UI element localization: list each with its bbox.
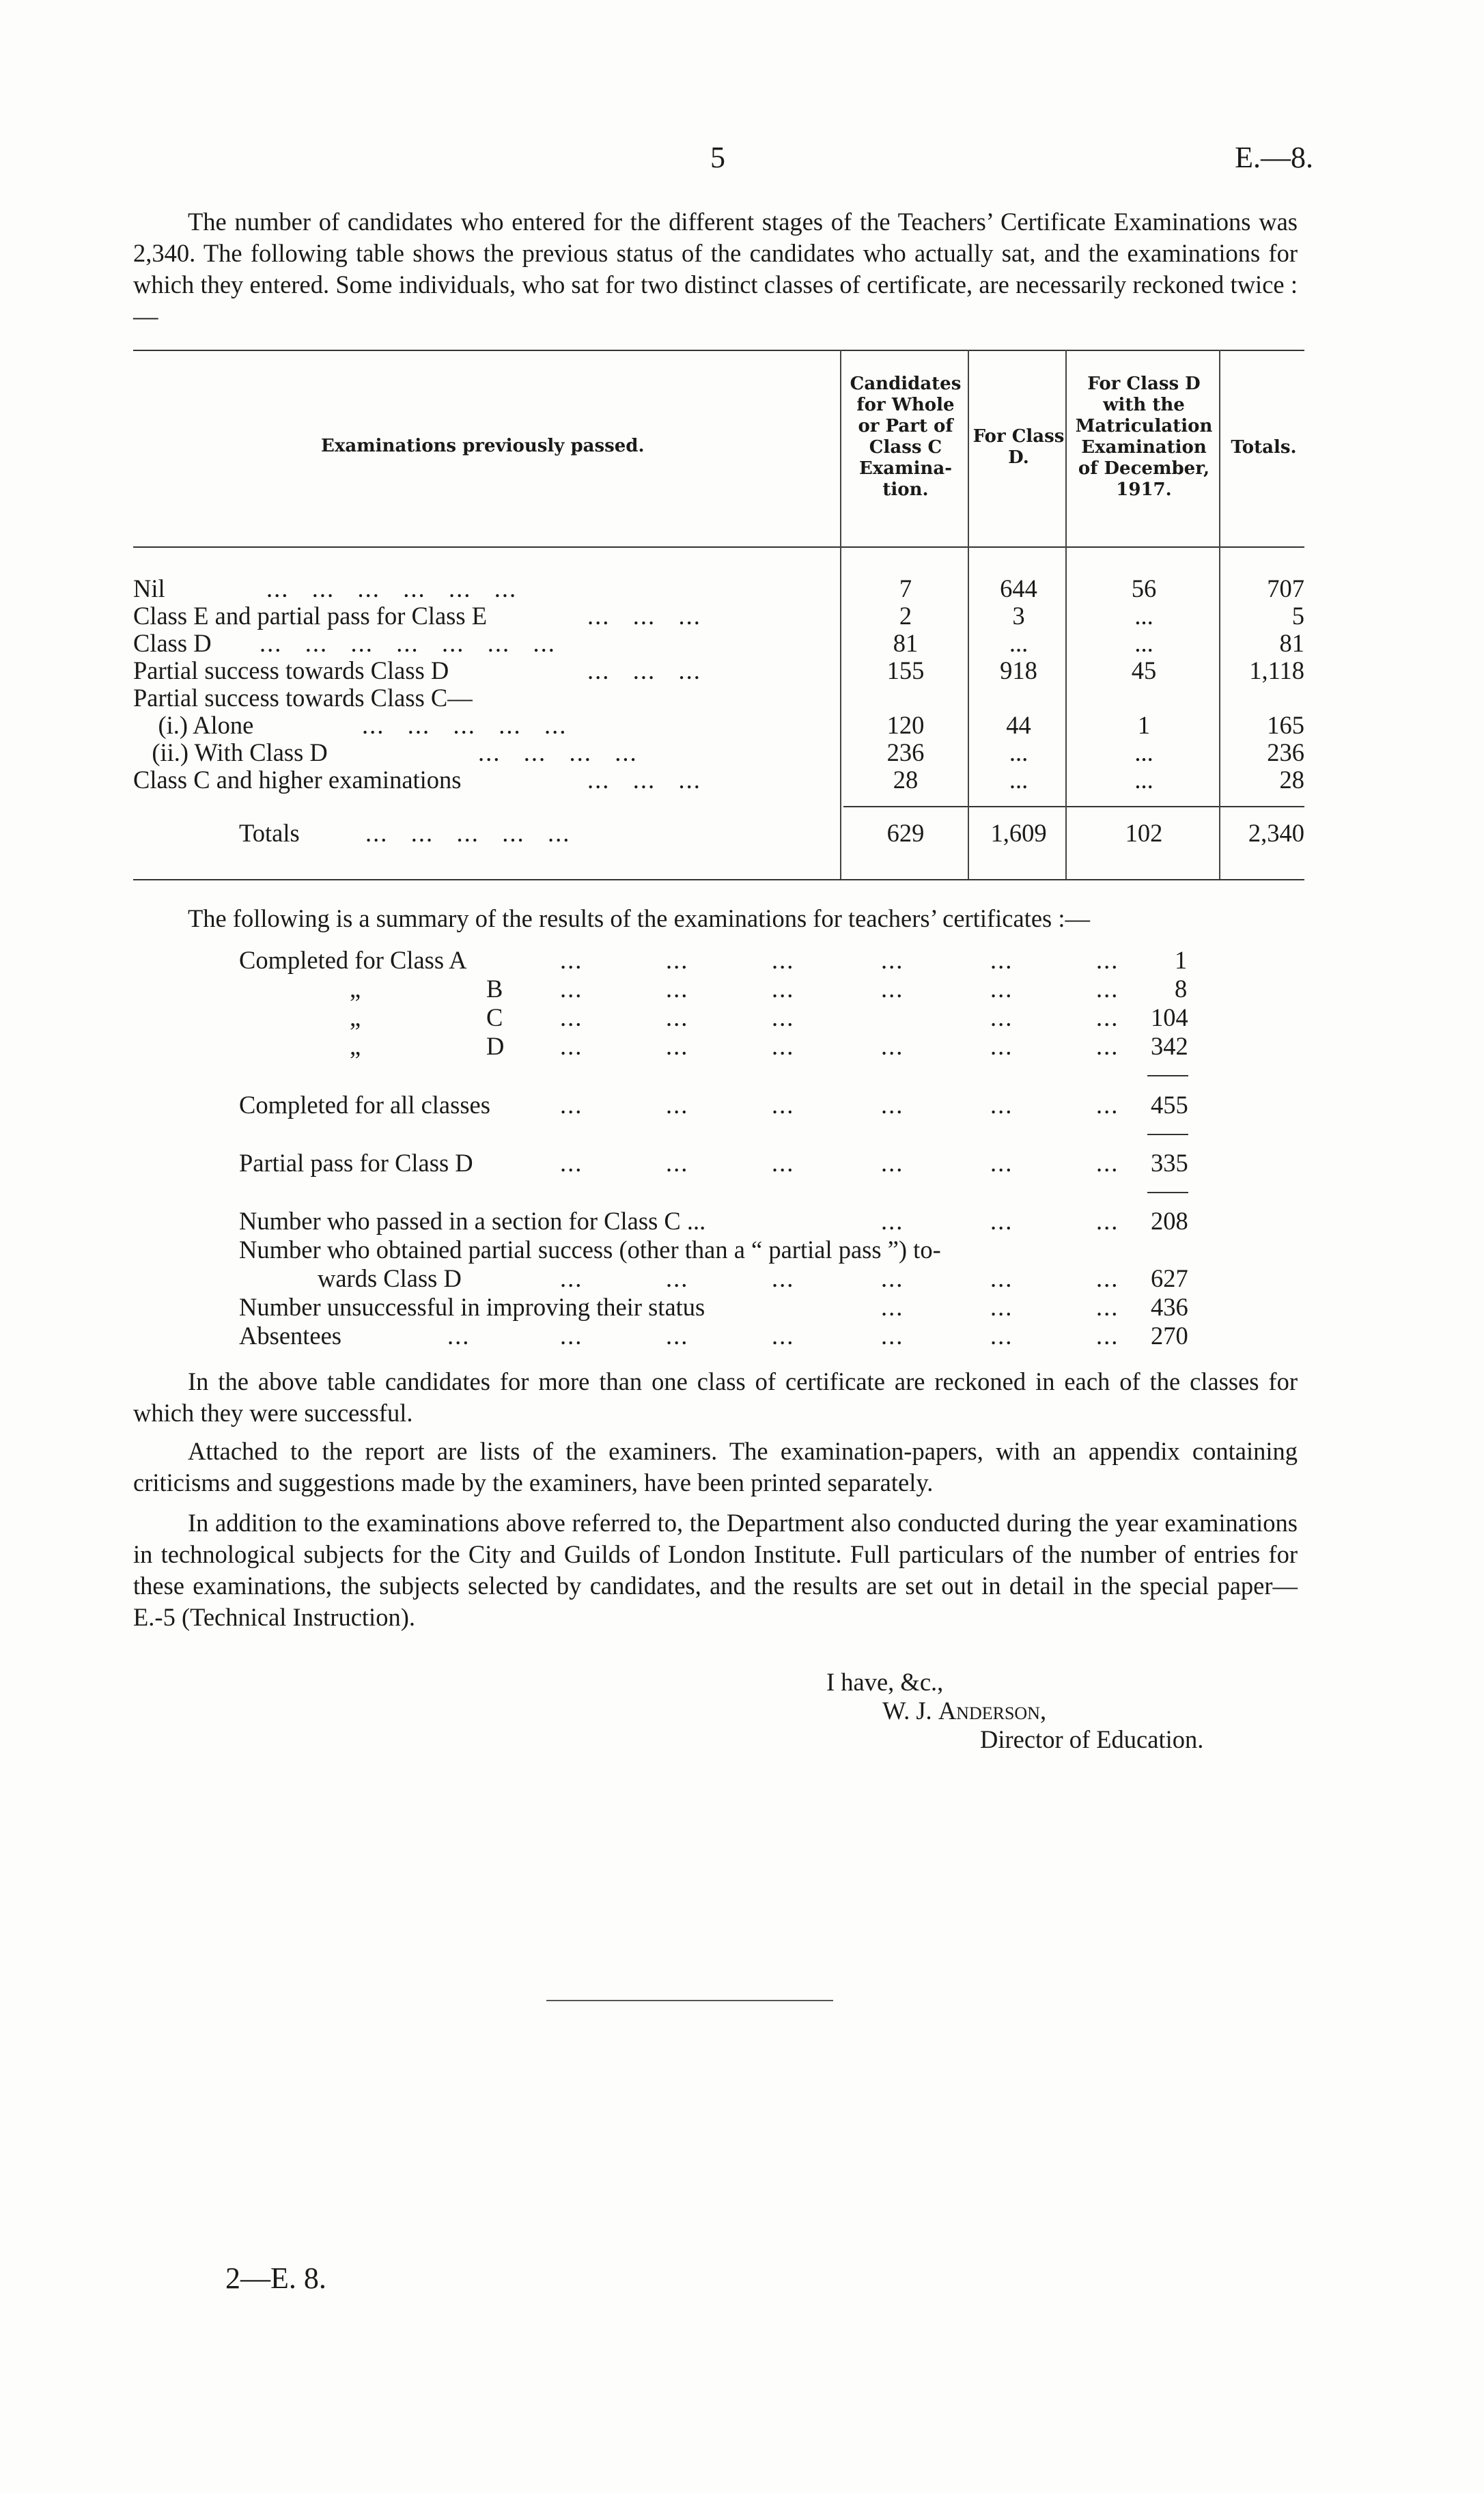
leader-dots: ... xyxy=(990,1003,1013,1031)
summary-intro: The following is a summary of the results of the examinations for teachers’ certificates :— xyxy=(188,904,1091,932)
leader-dots: ... xyxy=(666,1322,689,1350)
sum-rule xyxy=(1147,1075,1188,1076)
cell-class-d: 918 xyxy=(1000,656,1037,684)
leader-dots: ... xyxy=(666,1003,689,1031)
leader-dots: ... xyxy=(881,1322,904,1350)
item-label: Number who obtained partial success (other than a “ partial pass ”) to- xyxy=(239,1236,941,1264)
paragraph-attached: Attached to the report are lists of the examiners. The examination-papers, with an appendix containing criticisms and suggestions made by the examiners, have been printed separately. xyxy=(133,1437,1298,1496)
cell-class-c: 81 xyxy=(893,629,919,657)
leader-dots: ... xyxy=(772,946,795,974)
row-label: Nil xyxy=(133,574,165,602)
leader-dots: ... xyxy=(772,1091,795,1119)
cell-class-d: 644 xyxy=(1000,574,1037,602)
cell-class-d-matric: 1 xyxy=(1137,711,1151,739)
item-label: Number unsuccessful in improving their status xyxy=(239,1293,705,1321)
table-row xyxy=(133,684,1304,712)
leader-dots: ... xyxy=(1096,975,1119,1003)
leader-dots: ... xyxy=(881,1207,904,1235)
leader-dots: ... xyxy=(560,1091,583,1119)
leader-dots: ... ... ... ... ... ... xyxy=(266,574,518,602)
leader-dots: ... xyxy=(772,975,795,1003)
leader-dots: ... xyxy=(990,1207,1013,1235)
cell-total: 2,340 xyxy=(1248,819,1304,847)
paragraph-addition: In addition to the examinations above referred to, the Department also conducted during the year examinations in technological subjects for the City and Guilds of London Institute. Full particulars of the number of entries for these examinations, the subjects selected by candidates, and the results are set out in detail in the special paper—E.-5 (Technical Instruction). xyxy=(133,1509,1298,1631)
row-label: Class E and partial pass for Class E xyxy=(133,602,488,630)
cell-class-d-matric: 45 xyxy=(1131,656,1157,684)
leader-dots: ... xyxy=(560,1032,583,1060)
table-row xyxy=(133,766,1304,794)
cell-total: 81 xyxy=(1279,629,1304,657)
leader-dots: ... xyxy=(666,946,689,974)
leader-dots: ... xyxy=(560,946,583,974)
leader-dots: ... xyxy=(1096,1003,1119,1031)
row-label: (i.) Alone xyxy=(133,711,254,739)
cell-class-d: ... xyxy=(1009,629,1028,657)
leader-dots: ... ... ... xyxy=(587,766,701,794)
table-row xyxy=(133,712,1304,739)
leader-dots: ... xyxy=(560,1003,583,1031)
leader-dots: ... xyxy=(881,975,904,1003)
cell-class-d-matric: 56 xyxy=(1131,574,1157,602)
leader-dots: ... xyxy=(772,1003,795,1031)
signature-name xyxy=(882,1697,1046,1725)
item-label: Completed for Class A xyxy=(239,946,467,974)
leader-dots: ... xyxy=(1096,1293,1119,1321)
cell-class-d-matric: ... xyxy=(1134,766,1153,794)
leader-dots: ... ... ... xyxy=(587,656,701,684)
leader-dots: ... xyxy=(1096,1091,1119,1119)
table-row xyxy=(133,630,1304,657)
totals-label: Totals xyxy=(239,819,300,847)
item-value: 627 xyxy=(1151,1264,1188,1292)
leader-dots: ... xyxy=(990,975,1013,1003)
table-row xyxy=(133,575,1304,602)
page-number: 5 xyxy=(710,141,725,174)
item-value: 104 xyxy=(1151,1003,1188,1031)
leader-dots: ... ... ... ... ... xyxy=(365,819,571,847)
cell-class-d-matric: ... xyxy=(1134,629,1153,657)
leader-dots: ... xyxy=(990,946,1013,974)
leader-dots: ... ... ... xyxy=(587,602,701,630)
leader-dots: ... xyxy=(772,1149,795,1177)
item-label: wards Class D xyxy=(318,1264,462,1292)
cell-total: 165 xyxy=(1267,711,1304,739)
item-value: 455 xyxy=(1151,1091,1188,1119)
signature-title: Director of Education. xyxy=(980,1725,1204,1753)
ditto-mark: „ xyxy=(350,1003,361,1031)
leader-dots: ... xyxy=(1096,1207,1119,1235)
row-label: Class C and higher examinations xyxy=(133,766,462,794)
leader-dots: ... xyxy=(666,1264,689,1292)
leader-dots: ... xyxy=(666,975,689,1003)
item-value: 1 xyxy=(1175,946,1188,974)
cell-total: 1,118 xyxy=(1249,656,1304,684)
item-label: C xyxy=(486,1003,503,1031)
cell-class-c: 155 xyxy=(886,656,925,684)
leader-dots: ... xyxy=(560,975,583,1003)
signature-initials: W. J. xyxy=(882,1697,932,1725)
leader-dots: ... xyxy=(881,1293,904,1321)
signature-surname: Anderson, xyxy=(938,1697,1047,1725)
leader-dots: ... xyxy=(990,1091,1013,1119)
row-label: Partial success towards Class C— xyxy=(133,684,473,712)
leader-dots: ... xyxy=(560,1149,583,1177)
leader-dots: ... ... ... ... xyxy=(478,738,638,766)
leader-dots: ... xyxy=(881,1091,904,1119)
cell-class-c: 629 xyxy=(886,819,925,847)
cell-class-d-matric: 102 xyxy=(1125,819,1163,847)
leader-dots: ... xyxy=(772,1032,795,1060)
leader-dots: ... xyxy=(990,1032,1013,1060)
item-label: B xyxy=(486,975,503,1003)
leader-dots: ... xyxy=(881,1264,904,1292)
leader-dots: ... xyxy=(990,1293,1013,1321)
item-value: 335 xyxy=(1151,1149,1188,1177)
leader-dots: ... xyxy=(1096,1264,1119,1292)
table-totals-row xyxy=(133,820,1304,847)
item-label: Absentees xyxy=(239,1322,342,1350)
cell-class-c: 2 xyxy=(899,602,912,630)
leader-dots: ... xyxy=(881,1032,904,1060)
cell-class-d: ... xyxy=(1009,766,1028,794)
table-row xyxy=(133,739,1304,766)
leader-dots: ... xyxy=(772,1322,795,1350)
item-value: 8 xyxy=(1175,975,1188,1003)
cell-class-c: 120 xyxy=(886,711,925,739)
paragraph-reckoned: In the above table candidates for more than one class of certificate are reckoned in each of the classes for which they were successful. xyxy=(133,1367,1298,1427)
item-label: Completed for all classes xyxy=(239,1091,490,1119)
ditto-mark: „ xyxy=(350,1032,361,1060)
header-exams-passed: Examinations previously passed. xyxy=(321,436,645,456)
leader-dots: ... xyxy=(881,1149,904,1177)
leader-dots: ... xyxy=(990,1264,1013,1292)
document-reference: E.—8. xyxy=(1235,141,1313,174)
intro-paragraph: The number of candidates who entered for the different stages of the Teachers’ Certificate Examinations was 2,340. The following table shows the previous status of the candidates who actually sat, and the examinations for which they entered. Some individuals, who sat for two distinct classes of certificate, are necessarily reckoned twice :— xyxy=(133,208,1298,330)
leader-dots: ... xyxy=(1096,1322,1119,1350)
leader-dots: ... xyxy=(990,1149,1013,1177)
leader-dots: ... xyxy=(447,1322,471,1350)
row-label: Class D xyxy=(133,629,212,657)
row-label: (ii.) With Class D xyxy=(133,738,328,766)
header-class-c: Candidates for Whole or Part of Class C Examina-tion. xyxy=(850,374,962,500)
table-row xyxy=(133,657,1304,684)
cell-total: 5 xyxy=(1291,602,1304,630)
cell-total: 236 xyxy=(1267,738,1304,766)
leader-dots: ... ... ... ... ... ... ... xyxy=(260,629,556,657)
leader-dots: ... xyxy=(772,1264,795,1292)
cell-total: 28 xyxy=(1279,766,1304,794)
cell-class-d: 3 xyxy=(1012,602,1025,630)
item-value: 270 xyxy=(1151,1322,1188,1350)
item-value: 436 xyxy=(1151,1293,1188,1321)
item-label: Number who passed in a section for Class C ... xyxy=(239,1207,706,1235)
leader-dots: ... xyxy=(990,1322,1013,1350)
cell-class-d: 44 xyxy=(1006,711,1031,739)
cell-class-d-matric: ... xyxy=(1134,738,1153,766)
signature-salutation: I have, &c., xyxy=(826,1668,944,1696)
status-table xyxy=(133,350,1304,882)
cell-class-d: ... xyxy=(1009,738,1028,766)
leader-dots: ... xyxy=(666,1032,689,1060)
leader-dots: ... xyxy=(1096,946,1119,974)
cell-class-d-matric: ... xyxy=(1134,602,1153,630)
leader-dots: ... xyxy=(666,1091,689,1119)
header-totals: Totals. xyxy=(1231,437,1297,458)
footer-signature-mark: 2—E. 8. xyxy=(225,2261,326,2295)
divider xyxy=(546,2000,833,2001)
leader-dots: ... xyxy=(1096,1032,1119,1060)
item-value: 342 xyxy=(1151,1032,1188,1060)
leader-dots: ... ... ... ... ... xyxy=(362,711,568,739)
table-row xyxy=(133,602,1304,630)
leader-dots: ... xyxy=(666,1149,689,1177)
cell-class-d: 1,609 xyxy=(990,819,1047,847)
cell-class-c: 7 xyxy=(899,574,912,602)
leader-dots: ... xyxy=(881,946,904,974)
header-class-d-matric: For Class D with the Matriculation Examination of December, 1917. xyxy=(1075,374,1213,500)
sum-rule xyxy=(1147,1134,1188,1135)
leader-dots: ... xyxy=(560,1264,583,1292)
leader-dots: ... xyxy=(1096,1149,1119,1177)
sum-rule xyxy=(1147,1192,1188,1193)
ditto-mark: „ xyxy=(350,975,361,1003)
cell-class-c: 28 xyxy=(893,766,919,794)
leader-dots: ... xyxy=(560,1322,583,1350)
header-class-d: For Class D. xyxy=(972,426,1065,468)
item-label: D xyxy=(486,1032,505,1060)
row-label: Partial success towards Class D xyxy=(133,656,449,684)
item-label: Partial pass for Class D xyxy=(239,1149,473,1177)
cell-total: 707 xyxy=(1267,574,1304,602)
cell-class-c: 236 xyxy=(886,738,925,766)
item-value: 208 xyxy=(1151,1207,1188,1235)
